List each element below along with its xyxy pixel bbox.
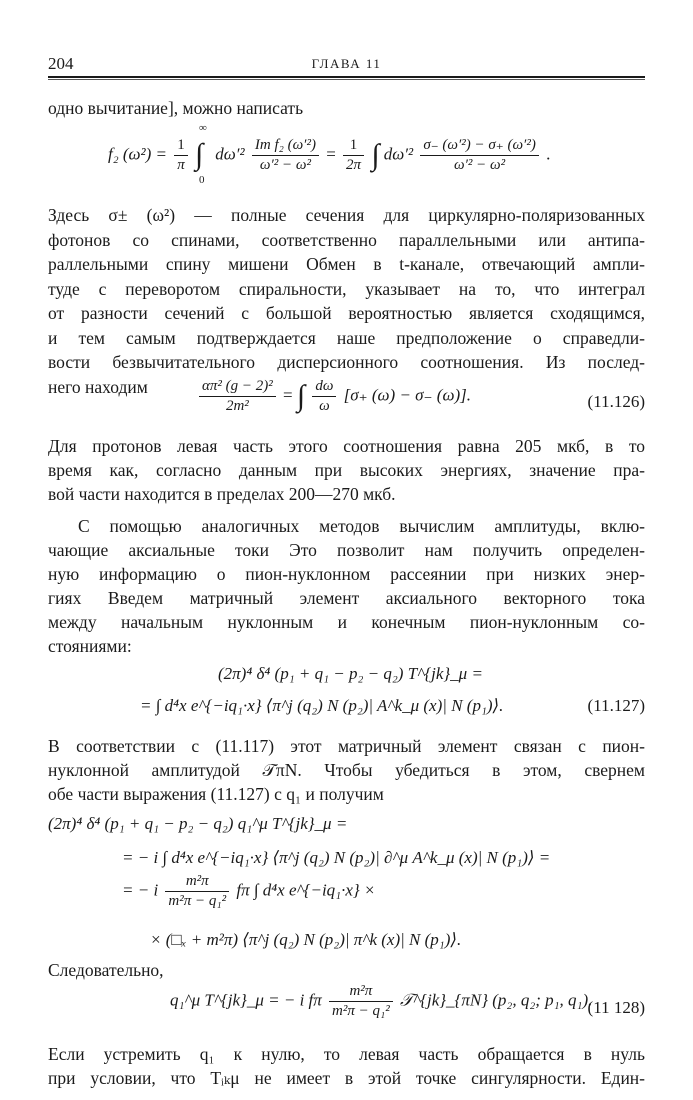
integral: ∫ ∞ 0 [195,142,211,166]
equation-11-128: q₁^μ T^{jk}_μ = − i fπ $\frac{\text{m²π}}{\text{m²π − q₁²}}$ 𝒯^{jk}_{πN} (p₂, q₂; p₁, q₁). [170,983,593,1019]
derivation-line-3: = − i $\frac{\text{m²π}}{\text{m²π − q₁²}}$ fπ ∫ d⁴x e^{−iq₁·x} × [122,873,376,909]
equation-11-126: $\frac{\text{απ² (g − 2)²}}{\text{2m²}}$ = ∫ $\frac{d\omega}{\omega}$ [σ₊ (ω) − σ₋ (ω)]. [196,377,516,427]
text-line: стояниями: [48,636,132,656]
text-line: фотонов со спинами, соответственно параллельными или антипа- [48,230,645,250]
chapter-title: ГЛАВА 11 [311,56,382,71]
text-line: В соответствии с (11.117) этот матричный элемент связан с пион- [48,736,645,756]
text-line: нуклонной амплитудой 𝒯πN. Чтобы убедиться в этом, свернем [48,760,645,780]
eq-equals: = [326,144,336,164]
fraction: $\frac{\text{απ² (g − 2)²}}{\text{2m²}}$ [199,377,276,416]
text-line: от разности сечений с большой вероятностью является сходящимся, [48,303,645,323]
equation-11-127-line2: = ∫ d⁴x e^{−iq₁·x} ⟨π^j (q₂) N (p₂)| A^k_μ (x)| N (p₁)⟩. [140,696,504,715]
integral-upper-limit: ∞ [199,122,207,135]
derivation-line-2: = − i ∫ d⁴x e^{−iq₁·x} ⟨π^j (q₂) N (p₂)| ∂^μ A^k_μ (x)| N (p₁)⟩ = [122,848,551,867]
text-line: Для протонов левая часть этого соотношения равна 205 мкб, в то [48,436,645,456]
fraction: $\frac{\text{m²π}}{\text{m²π − q₁²}}$ [165,872,229,911]
text-line: С помощью аналогичных методов вычислим амплитуды, вклю- [78,516,645,536]
text-line: и тем самым подтверждается наше предположение о справедли- [48,328,645,348]
text-line: вости безвычитательного дисперсионного соотношения. Из послед- [48,352,645,372]
text-line: раллельными спину мишени Обмен в t-канале, отвечающий ампли- [48,254,645,274]
fraction: $\frac{d\omega}{\omega}$ [312,377,336,416]
header-rule [48,76,645,78]
fraction: $\frac{\text{σ₋ (ω′²) − σ₊ (ω′²)}}{\text{ω′² − ω²}}$ [420,136,538,175]
equation-number: (11.126) [587,392,645,411]
eq-f2-lhs: f₂ (ω²) = [108,144,168,164]
text-line: Здесь σ± (ω²) — полные сечения для циркулярно-поляризованных [48,205,645,225]
integral-lower-limit: 0 [199,174,205,187]
page-header [48,54,645,78]
text-line: гиях Введем матричный элемент аксиального векторного тока [48,588,645,608]
text-line: одно вычитание], можно написать [48,98,304,118]
fraction: $\frac{\text{Im f₂ (ω′²)}}{\text{ω′² − ω²}}$ [252,136,319,175]
fraction: $\frac{\text{m²π}}{\text{m²π − q₁²}}$ [329,982,393,1021]
derivation-line-1: (2π)⁴ δ⁴ (p₁ + q₁ − p₂ − q₂) q₁^μ T^{jk}_μ = [48,814,348,833]
equation-11-127-line1: (2π)⁴ δ⁴ (p₁ + q₁ − p₂ − q₂) T^{jk}_μ = [218,664,483,683]
fraction: $\frac{1}{2\pi}$ [343,136,364,175]
text-line: обе части выражения (11.127) с q₁ и получим [48,784,384,804]
text-line: туде с переворотом спиральности, указывает на то, что интеграл [48,279,645,299]
eq-126-rhs: [σ₊ (ω) − σ₋ (ω)]. [343,385,471,405]
equation-f2: f₂ (ω²) = $\frac{1}{\pi}$ ∫ ∞ 0 dω′² $\frac{\text{Im f₂ (ω′²)}}{\text{ω′² − ω²}}$ = $\frac{1}{2\pi}$ ∫ dω′² $\frac{\text{σ₋ (ω′²) − σ₊ (ω′²)}}{\text{ω′² − ω²}}$ . [108,136,628,196]
derivation-line-4: × (□ₓ + m²π) ⟨π^j (q₂) N (p₂)| π^k (x)| N (p₁)⟩. [150,930,462,949]
text-line: при условии, что Tᵢₖμ не имеет в этой точке сингулярности. Един- [48,1068,645,1088]
text-line: между начальным нуклонным и конечным пион-нуклонным со- [48,612,645,632]
text-line: ную информацию о пион-нуклонном рассеянии при низких энер- [48,564,645,584]
text-line: Следовательно, [48,960,164,980]
text-line: вой части находится в пределах 200—270 мкб. [48,484,396,504]
integral-sign: ∫ [371,138,380,172]
integral-sign: ∫ [296,379,306,413]
text-line: Если устремить q₁ к нулю, то левая часть обращается в нуль [48,1044,645,1064]
fraction: $\frac{1}{\pi}$ [174,136,188,175]
page-number: 204 [48,54,74,73]
text-line: чающие аксиальные токи Это позволит нам получить определен- [48,540,645,560]
text-line: него находим [48,377,148,397]
text-line: время как, согласно данным при высоких энергиях, значение пра- [48,460,645,480]
eq-f2-measure: dω′² [215,144,245,164]
header-rule-thin [48,79,645,80]
equation-number: (11 128) [587,998,645,1017]
eq-f2-measure: dω′² [383,144,414,164]
equation-number: (11.127) [587,696,645,715]
